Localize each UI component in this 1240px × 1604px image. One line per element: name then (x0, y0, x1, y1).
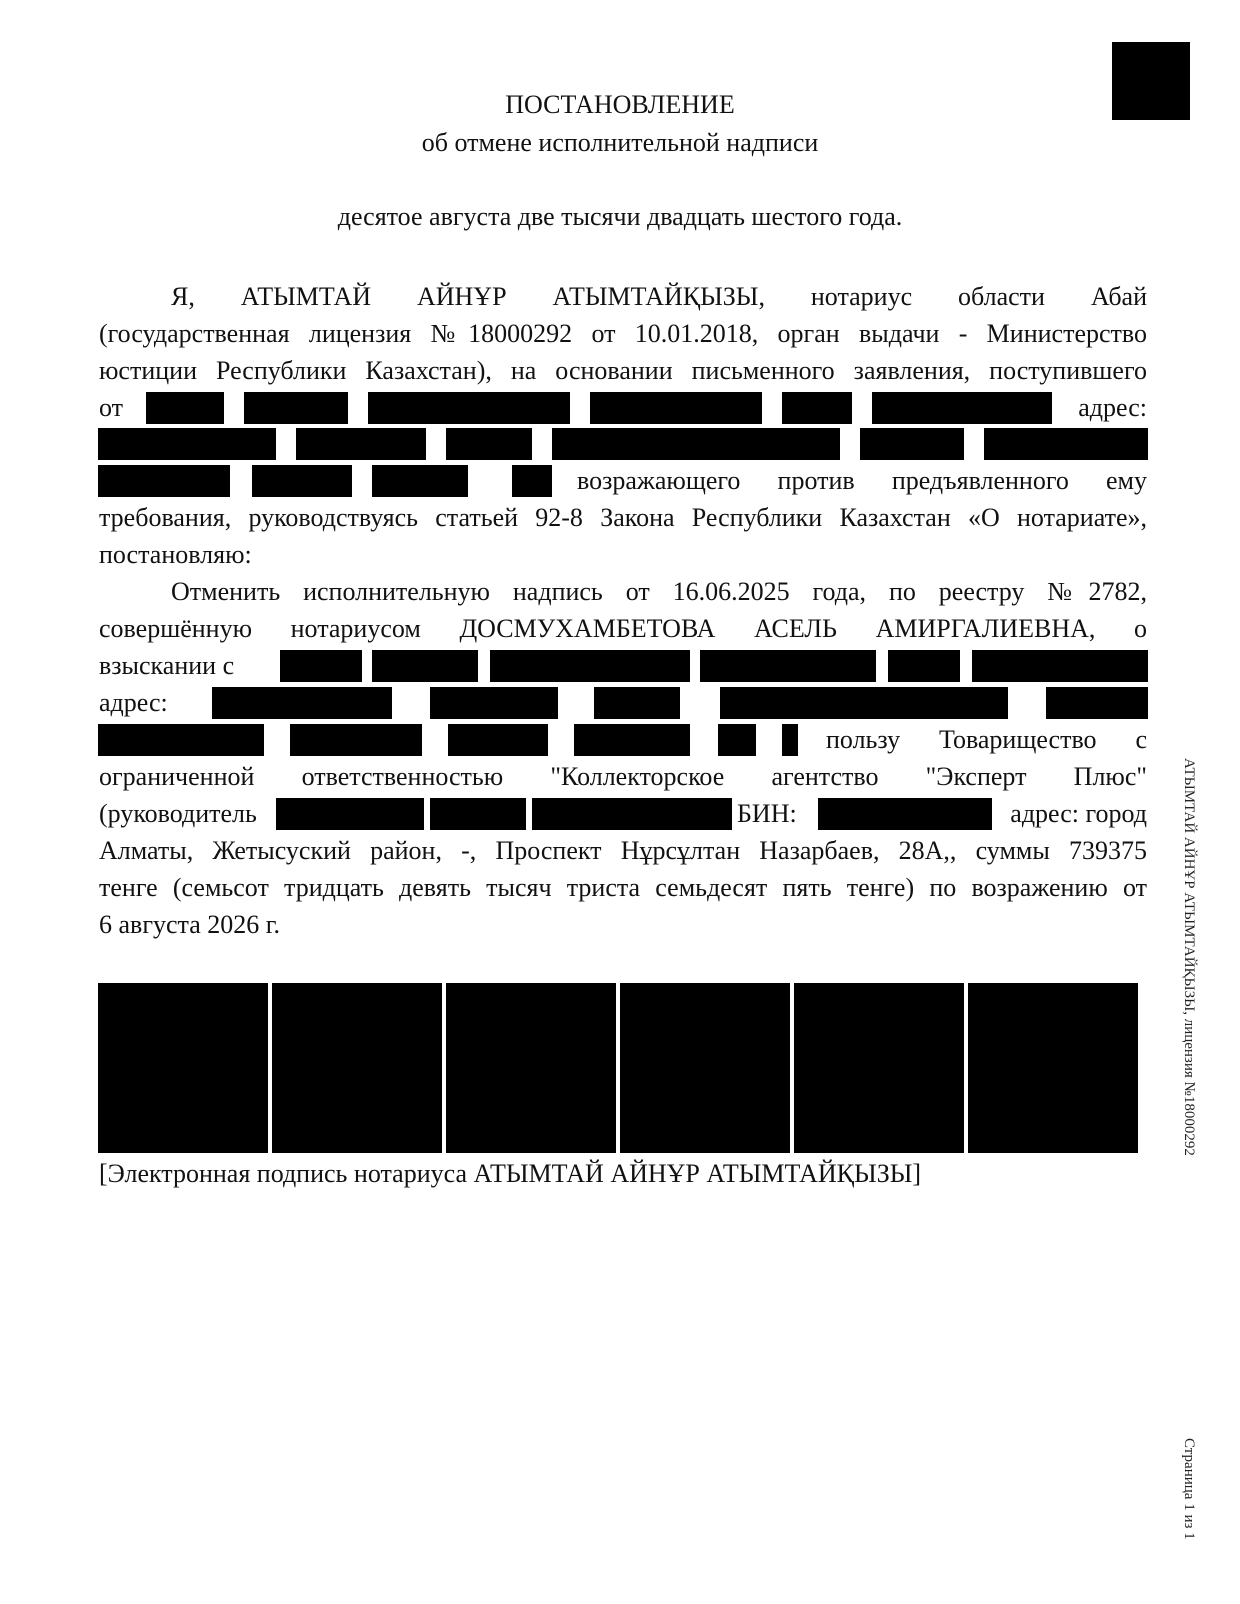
document-title: ПОСТАНОВЛЕНИЕ (505, 90, 735, 119)
redaction (446, 428, 532, 460)
redaction (782, 392, 852, 424)
redaction (872, 392, 1052, 424)
redaction (594, 687, 680, 719)
redaction (818, 798, 992, 830)
body-line-12: адрес: (99, 688, 168, 717)
word: АТЫМТАЙ (240, 282, 372, 311)
body-line-18: 6 августа 2026 г. (99, 910, 280, 939)
redaction (700, 650, 876, 682)
redaction (888, 650, 960, 682)
redaction (782, 724, 798, 756)
word: Абай (1090, 282, 1148, 311)
redaction (532, 798, 732, 830)
redaction (448, 724, 548, 756)
redaction (372, 465, 468, 497)
redaction (860, 428, 964, 460)
word: Я, (171, 282, 195, 311)
redaction (290, 724, 422, 756)
word: АЙНҰР (416, 282, 507, 311)
body-line-4-end: адрес: (1078, 393, 1147, 422)
document-subtitle: об отмене исполнительной надписи (421, 128, 819, 157)
body-line-4: от (99, 393, 124, 422)
signature-redaction (272, 983, 442, 1153)
signature-redaction (98, 983, 268, 1153)
body-line-6: возражающего против предъявленного ему (577, 466, 1147, 495)
redaction (1046, 687, 1148, 719)
redaction (280, 650, 362, 682)
redaction (718, 724, 756, 756)
redaction (276, 798, 424, 830)
redaction (430, 687, 558, 719)
redaction (490, 650, 690, 682)
redaction (252, 465, 352, 497)
body-line-8: постановляю: (99, 540, 252, 569)
redaction (430, 798, 526, 830)
margin-page-number: Страница 1 из 1 (1181, 1438, 1197, 1540)
redaction (512, 465, 552, 497)
body-line-9: Отменить исполнительную надпись от 16.06.2025 года, по реестру №2782, (171, 577, 1147, 606)
body-line-7: требования, руководствуясь статьей 92-8 Закона Республики Казахстан «О нотариате», (99, 503, 1147, 532)
body-line-15-c: адрес: город (1010, 799, 1147, 828)
redaction (368, 392, 570, 424)
body-line-11: взыскании с (99, 651, 235, 680)
redaction (244, 392, 348, 424)
signature-caption: [Электронная подпись нотариуса АТЫМТАЙ АЙНҰР АТЫМТАЙҚЫЗЫ] (99, 1159, 922, 1188)
redaction (98, 428, 276, 460)
redaction (984, 428, 1148, 460)
redaction (212, 687, 392, 719)
redaction (296, 428, 426, 460)
word: области (958, 282, 1045, 311)
body-line-14: ограниченной ответственностью "Коллекторское агентство "Эксперт Плюс" (99, 762, 1147, 791)
body-line-15-b: БИН: (737, 799, 797, 828)
body-line-10: совершённую нотариусом ДОСМУХАМБЕТОВА АСЕЛЬ АМИРГАЛИЕВНА, о (99, 614, 1147, 643)
margin-license-text: АТЫМТАЙ АЙНҰР АТЫМТАЙҚЫЗЫ, лицензия №18000292 (1181, 758, 1197, 1156)
redaction (590, 392, 762, 424)
word: нотариус (810, 282, 913, 311)
body-line-13: пользу Товарищество с (826, 725, 1147, 754)
redaction (720, 687, 1008, 719)
signature-redaction (968, 983, 1138, 1153)
redaction (146, 392, 224, 424)
signature-redaction (794, 983, 964, 1153)
body-line-17: тенге (семьсот тридцать девять тысяч триста семьдесят пять тенге) по возражению от (99, 873, 1147, 902)
body-line-1 (99, 278, 1147, 315)
document-date: десятое августа две тысячи двадцать шестого года. (337, 202, 903, 231)
body-line-16: Алматы, Жетысуский район, -, Проспект Нұрсұлтан Назарбаев, 28А,, суммы 739375 (99, 836, 1147, 865)
redaction (574, 724, 690, 756)
body-line-3: юстиции Республики Казахстан), на основании письменного заявления, поступившего (99, 356, 1147, 385)
notary-name: АТЫМТАЙҚЫЗЫ, (552, 282, 765, 311)
redaction (98, 724, 264, 756)
redaction (972, 650, 1148, 682)
body-line-15-a: (руководитель (99, 799, 257, 828)
redaction (372, 650, 478, 682)
body-line-2: (государственная лицензия №18000292 от 10.01.2018, орган выдачи - Министерство (99, 319, 1147, 348)
redaction (552, 428, 840, 460)
signature-redaction (446, 983, 616, 1153)
redaction (98, 465, 230, 497)
signature-redaction (620, 983, 790, 1153)
